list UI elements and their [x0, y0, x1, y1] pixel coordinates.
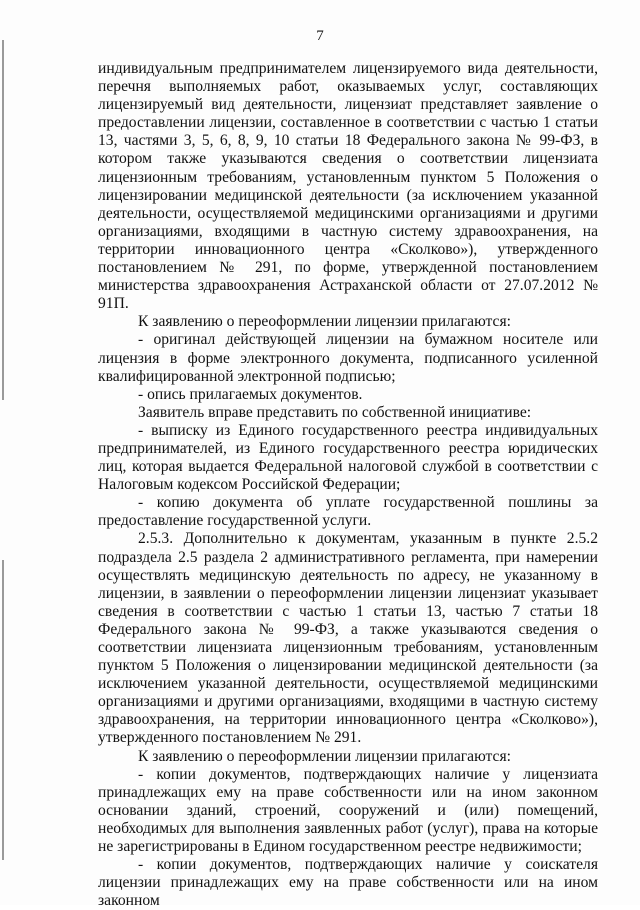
- list-item-inventory: - опись прилагаемых документов.: [138, 385, 363, 403]
- scan-edge-mark: [2, 40, 4, 400]
- list-item-applicant-documents: - копии документов, подтверждающих наличие у соискателя лицензии принадлежащих ему на праве собственности или на ином законном: [98, 856, 598, 910]
- page-number: 7: [316, 28, 324, 44]
- paragraph-2-5-3: 2.5.3. Дополнительно к документам, указанным в пункте 2.5.2 подраздела 2.5 раздела 2 административного регламента, при намерении осуществлять медицинскую деятельность по адресу, не указанному в лицензии, в заявлении о переоформлении лицензии лицензиат указывает сведения в соответствии с частью 1 статьи 13, частью 7 статьи 18 Федерального закона № 99-ФЗ, а также указываются сведения о соответствии лицензиата лицензионным требованиям, установленным пунктом 5 Положения о лицензировании медицинской деятельности (за исключением указанной деятельности, осуществляемой медицинскими организациями и другими организациями, входящими в частную систему здравоохранения, на территории инновационного центра «Сколково»), утвержденного постановлением № 291.: [98, 530, 598, 747]
- paragraph-own-initiative: Заявитель вправе представить по собственной инициативе:: [138, 403, 532, 421]
- list-item-original-license: - оригинал действующей лицензии на бумажном носителе или лицензия в форме электронного документа, подписанного усиленной квалифицированной электронной подписью;: [98, 331, 598, 385]
- paragraph-attachments-heading-2: К заявлению о переоформлении лицензии прилагаются:: [138, 747, 511, 765]
- scan-edge-mark: [2, 560, 4, 860]
- paragraph-attachments-heading: К заявлению о переоформлении лицензии прилагаются:: [138, 313, 511, 331]
- list-item-building-documents: - копии документов, подтверждающих наличие у лицензиата принадлежащих ему на праве собственности или на ином законном основании зданий, строений, сооружений и (или) помещений, необходимых для выполнения заявленных работ (услуг), права на которые не зарегистрированы в Едином государственном реестре недвижимости;: [98, 765, 598, 856]
- list-item-fee-payment: - копию документа об уплате государственной пошлины за предоставление государственной услуги.: [98, 494, 598, 530]
- list-item-registry-extract: - выписку из Единого государственного реестра индивидуальных предпринимателей, из Единого государственного реестра юридических лиц, которая выдается Федеральной налоговой службой в соответствии с Налоговым кодексом Российской Федерации;: [98, 421, 598, 494]
- paragraph-continuation: индивидуальным предпринимателем лицензируемого вида деятельности, перечня выполняемых работ, оказываемых услуг, составляющих лицензируемый вид деятельности, лицензиат представляет заявление о предоставлении лицензии, составленное в соответствии с частью 1 статьи 13, частями 3, 5, 6, 8, 9, 10 статьи 18 Федерального закона № 99-ФЗ, в котором также указываются сведения о соответствии лицензиата лицензионным требованиям, установленным пунктом 5 Положения о лицензировании медицинской деятельности (за исключением указанной деятельности, осуществляемой медицинскими организациями и другими организациями, входящими в частную систему здравоохранения, на территории инновационного центра «Сколково»), утвержденного постановлением № 291, по форме, утвержденной постановлением министерства здравоохранения Астраханской области от 27.07.2012 № 91П.: [98, 60, 598, 313]
- document-body: [98, 60, 598, 910]
